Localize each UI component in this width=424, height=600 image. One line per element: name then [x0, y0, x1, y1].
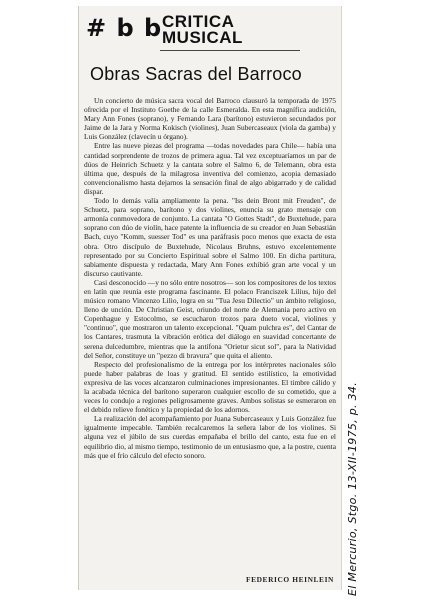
article-body	[84, 96, 336, 566]
paragraph: Casi desconocido —y no sólo entre nosotros— son los compositores de los textos en latín que reunía este programa fascinante. El polaco Franciszek Lilius, hijo del músico romano Vincenzo Lilio, logra en su "Tua Jesu Dilectio" un ámbito religioso, lleno de unción. De Christian Geist, oriundo del norte de Alemania pero activo en Copenhague y Estocolmo, se escucharon trozos para dueto vocal, violines y "continuo", que mostraron un talento excepcional. "Quam pulchra es", del Cantar de los Cantares, trasmuta la vibración erótica del diálogo en suavidad concertante de serena dulcedumbre, mientras que la antífona "Orietur sicut sol", para la Natividad del Señor, constituye un "pezzo di bravura" que quita el aliento.	[84, 277, 336, 360]
title-divider	[160, 50, 300, 51]
section-title-line-1: CRITICA	[162, 12, 235, 31]
section-title	[162, 14, 312, 46]
author-signature: FEDERICO HEINLEIN	[245, 575, 334, 584]
handwritten-mark: # b b	[86, 14, 163, 42]
paragraph: Entre las nueve piezas del programa —todas novedades para Chile— había una cantidad sorprendente de trozos de primera agua. Tal vez exceptuaríamos un par de dúos de Heinrich Schuetz y la cantata sobre el Salmo 6, de Telemann, obra esta última que, después de la milagrosa inventiva del comienzo, acopia demasiado convencionalismo hasta dejarnos la sensación final de algo abigarrado y de calidad dispar.	[84, 141, 336, 196]
paragraph: Todo lo demás valía ampliamente la pena. "Iss dein Bront mit Freuden", de Schuetz, para soprano, barítono y dos violines, enuncia su grato mensaje con armonía conmovedora de conjunto. La cantata "O Gottes Stadt", de Buxtehude, para soprano con dúo de violín, hace patente la influencia de su creador en Juan Sebastián Bach, cuyo "Komm, suesser Tod" es una paráfrasis poco menos que exacta de esta obra. Otro discípulo de Buxtehude, Nicolaus Bruhns, estuvo excelentemente representado por su Concierto Espiritual sobre el Salmo 100. En dicha partitura, sabiamente dispuesta y redactada, Mary Ann Fones exhibió gran arte vocal y un discurso cautivante.	[84, 196, 336, 278]
handwritten-source-note: El Mercurio, Stgo. 13-XII-1975, p. 34.	[346, 381, 359, 596]
paragraph: Un concierto de música sacra vocal del Barroco clausuró la temporada de 1975 ofrecida por el Instituto Goethe de la calle Esmeralda. En esta magnífica audición, Mary Ann Fones (soprano), y Fernando Lara (barítono) estuvieron secundados por Jaime de la Jara y Norma Kokisch (violines), Juan Subercaseaux (viola da gamba) y Luis González (clavecín u órgano).	[84, 96, 336, 142]
paragraph: La realización del acompañamiento por Juana Subercaseaux y Luis González fue igualmente impecable. También recalcaremos la señera labor de los violines. Si alguna vez el júbilo de sus cuerdas empañaba el brillo del canto, esta fue en el equilibrio dio, al mismo tiempo, testimonio de un entusiasmo que, a la postre, cuenta más que el frío cálculo del efecto sonoro.	[84, 414, 336, 460]
section-title-line-2: MUSICAL	[162, 28, 243, 47]
paragraph: Respecto del profesionalismo de la entrega por los intérpretes nacionales sólo puede haber palabras de loas y gratitud. El sentido estilístico, la emotividad expresiva de las voces alcanzaron culminaciones impresionantes. El timbre cálido y la acabada técnica del barítono superaron cualquier escollo de su cometido, que a veces lo condujo a regiones peligrosamente graves. Ambos solistas se esmeraron en el debido relieve fonético y la propiedad de los adornos.	[84, 359, 336, 415]
article-headline: Obras Sacras del Barroco	[90, 64, 302, 84]
